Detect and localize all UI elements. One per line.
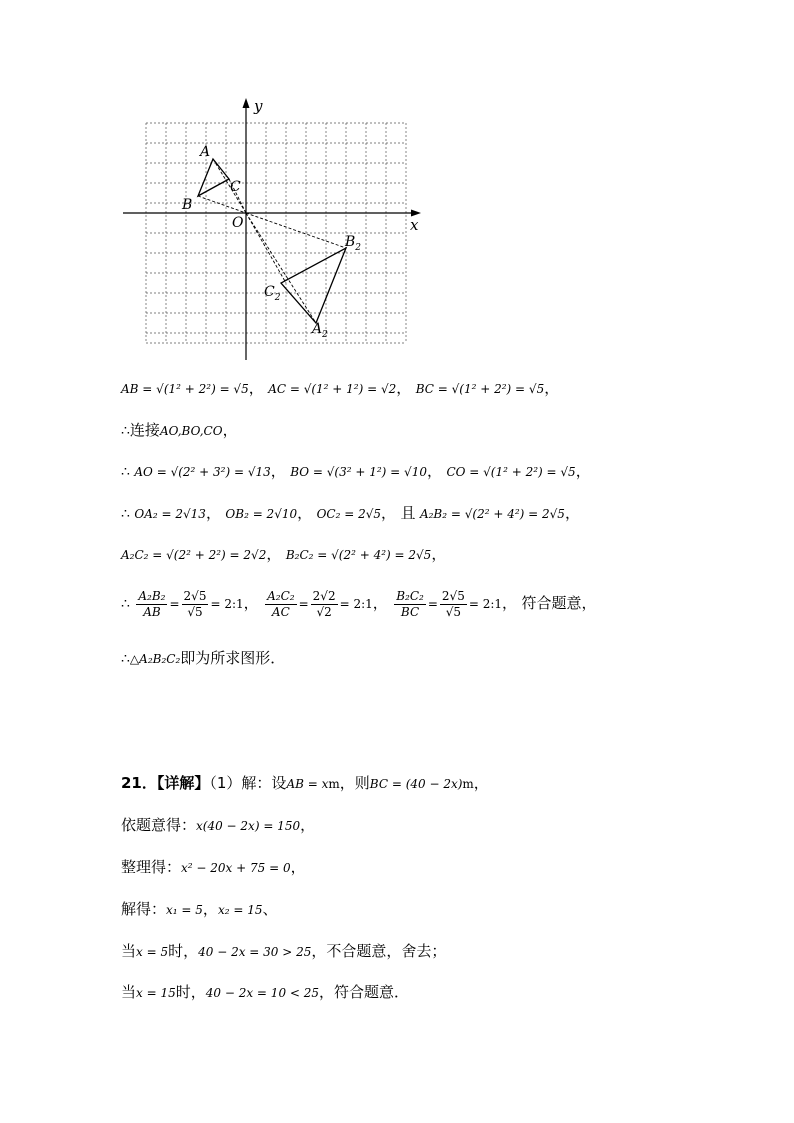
time-text: 时，	[168, 942, 199, 960]
label-c: C	[230, 179, 241, 195]
ratio-result-3: = 2:1	[468, 597, 503, 611]
end: ，	[564, 504, 580, 522]
ratio-value-2: $\frac{2√2}{√2}$	[312, 588, 336, 619]
sep: ，	[381, 504, 397, 522]
label-b2: $B_2$	[345, 234, 362, 253]
case-value: x = 5	[136, 945, 169, 959]
label-c2: $C_2$	[264, 284, 281, 303]
line-image-sides	[121, 544, 446, 565]
unit-m: m	[462, 777, 474, 791]
equals: =	[169, 597, 180, 611]
sep: ，	[248, 379, 264, 397]
case-value: x = 15	[136, 986, 176, 1000]
ab-length: AB = √(1² + 2²) = √5	[121, 382, 249, 396]
equals: =	[298, 597, 309, 611]
time-text: 时，	[175, 983, 206, 1001]
part-label: （1）解：设	[209, 774, 287, 792]
q21-case-1	[121, 941, 446, 962]
ab-expression: AB = x	[286, 777, 329, 791]
sep: ，	[243, 594, 259, 612]
end: ，	[222, 421, 238, 439]
conclusion-text: 符合题意，	[521, 594, 597, 612]
triangle-a2b2c2	[281, 248, 346, 323]
bc-length: BC = √(1² + 2²) = √5	[415, 382, 545, 396]
coordinate-figure	[118, 95, 438, 365]
therefore-symbol: ∴	[121, 596, 130, 612]
ratio-a2c2-ac: $\frac{\text{A₂C₂}}{AC}$	[267, 588, 295, 619]
sep: ，	[297, 504, 313, 522]
connect-text: 连接	[129, 421, 160, 439]
step-label: 依题意得：	[121, 816, 197, 834]
ratio-a2b2-ab: $\frac{\text{A₂B₂}}{AB}$	[138, 588, 166, 619]
sep: ，	[502, 594, 518, 612]
detail-tag: 【详解】	[156, 774, 210, 792]
label-a: A	[200, 144, 211, 160]
end: ，	[300, 816, 316, 834]
root-2: x₂ = 15	[217, 903, 263, 917]
root-1: x₁ = 5	[166, 903, 203, 917]
label-b: B	[182, 197, 193, 213]
a2b2-length: A₂B₂ = √(2² + 4²) = 2√5	[419, 507, 565, 521]
and-text: 且	[400, 504, 416, 522]
equals: =	[427, 597, 438, 611]
grid	[146, 123, 406, 343]
step-label: 整理得：	[121, 858, 182, 876]
ratio-b2c2-bc: $\frac{\text{B₂C₂}}{BC}$	[396, 588, 424, 619]
co-length: CO = √(1² + 2²) = √5	[446, 465, 576, 479]
line-connect	[121, 420, 238, 441]
oa2-length: OA₂ = 2√13	[134, 507, 206, 521]
q21-solve-line	[121, 899, 277, 920]
end: ，	[431, 545, 447, 563]
y-axis-arrow	[243, 98, 250, 108]
line-conclusion	[121, 648, 285, 669]
sep: ，	[266, 545, 282, 563]
line-ratios	[121, 585, 597, 622]
end: ，	[575, 462, 591, 480]
therefore-symbol: ∴	[121, 423, 130, 439]
case-result: ，不合题意，舍去；	[311, 942, 447, 960]
oc2-length: OC₂ = 2√5	[316, 507, 382, 521]
when-text: 当	[121, 942, 137, 960]
case-result: ，符合题意．	[319, 983, 410, 1001]
sep: ，	[202, 900, 218, 918]
segments: AO,BO,CO	[159, 424, 223, 438]
sep: ，	[426, 462, 442, 480]
question-number: 21．	[121, 774, 157, 792]
then-text: ，则	[339, 774, 370, 792]
ac-length: AC = √(1² + 1²) = √2	[268, 382, 397, 396]
q21-equation-line	[121, 815, 315, 836]
label-o: O	[232, 215, 244, 231]
ratio-value-1: $\frac{2√5}{√5}$	[183, 588, 207, 619]
line-scaled-distances	[121, 503, 580, 524]
bo-length: BO = √(3² + 1²) = √10	[290, 465, 427, 479]
sep: ，	[396, 379, 412, 397]
q21-case-2	[121, 982, 409, 1003]
ob2-length: OB₂ = 2√10	[225, 507, 298, 521]
q21-simplify-line	[121, 857, 306, 878]
end: 、	[262, 900, 278, 918]
line-distances	[121, 461, 591, 482]
equation: x(40 − 2x) = 150	[196, 819, 301, 833]
conclusion-text: 即为所求图形．	[180, 649, 286, 667]
label-a2: $A_2$	[312, 321, 328, 340]
step-label: 解得：	[121, 900, 167, 918]
q21-heading	[121, 773, 489, 794]
sep: ，	[372, 594, 388, 612]
sep: ，	[270, 462, 286, 480]
y-axis-label: y	[254, 97, 263, 115]
a2c2-length: A₂C₂ = √(2² + 2²) = 2√2	[121, 548, 267, 562]
end: ，	[290, 858, 306, 876]
triangle-name: △A₂B₂C₂	[129, 652, 181, 666]
ao-length: AO = √(2² + 3²) = √13	[134, 465, 271, 479]
therefore-symbol: ∴	[121, 464, 130, 480]
when-text: 当	[121, 983, 137, 1001]
end: ，	[473, 774, 489, 792]
case-check: 40 − 2x = 10 < 25	[205, 986, 320, 1000]
sep: ，	[205, 504, 221, 522]
axes	[123, 103, 416, 360]
x-axis-label: x	[410, 216, 419, 234]
ratio-value-3: $\frac{2√5}{√5}$	[441, 588, 465, 619]
line-side-lengths	[121, 378, 559, 399]
bc-expression: BC = (40 − 2x)	[369, 777, 463, 791]
therefore-symbol: ∴	[121, 651, 130, 667]
quadratic: x² − 20x + 75 = 0	[181, 861, 291, 875]
b2c2-length: B₂C₂ = √(2² + 4²) = 2√5	[285, 548, 432, 562]
ratio-result-1: = 2:1	[210, 597, 244, 611]
therefore-symbol: ∴	[121, 506, 130, 522]
end: ，	[544, 379, 560, 397]
case-check: 40 − 2x = 30 > 25	[198, 945, 312, 959]
ratio-result-2: = 2:1	[339, 597, 373, 611]
unit-m: m	[328, 777, 340, 791]
